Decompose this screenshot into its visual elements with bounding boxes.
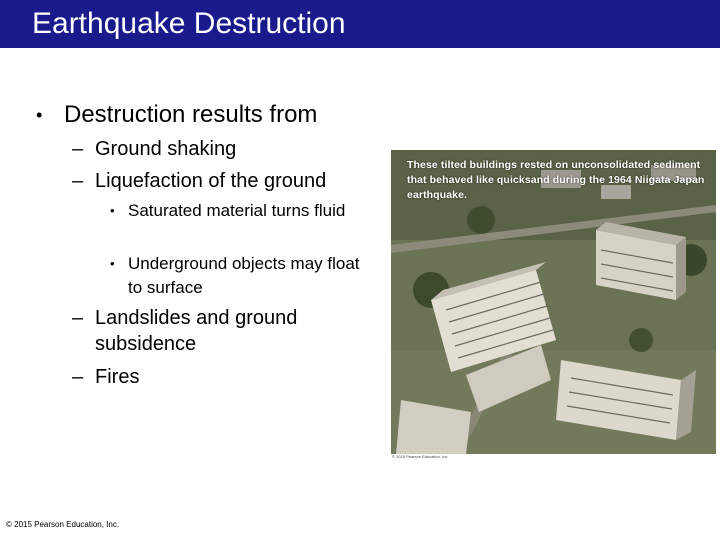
bullet-main-text: Destruction results from bbox=[64, 101, 318, 128]
bullet-dot-icon: • bbox=[110, 256, 115, 271]
sub-sub-bullet-text: Saturated material turns fluid bbox=[128, 201, 346, 220]
dash-icon: – bbox=[72, 170, 84, 192]
slide-title: Earthquake Destruction bbox=[32, 7, 346, 40]
sub-sub-bullet-text: Underground objects may float to surface bbox=[128, 254, 360, 297]
niigata-earthquake-photo bbox=[391, 150, 716, 454]
copyright-footer: © 2015 Pearson Education, Inc. bbox=[6, 520, 120, 529]
sub-bullet-text: Ground shaking bbox=[95, 138, 237, 160]
bullet-dot-icon: • bbox=[110, 203, 115, 218]
sub-bullet-text: Liquefaction of the ground bbox=[95, 170, 327, 192]
sub-bullet-text: Fires bbox=[95, 366, 140, 388]
dash-icon: – bbox=[72, 138, 84, 160]
dash-icon: – bbox=[72, 307, 84, 329]
photo-credit: © 2015 Pearson Education, Inc. bbox=[392, 454, 449, 459]
dash-icon: – bbox=[72, 366, 84, 388]
sub-bullet-text: Landslides and ground subsidence bbox=[95, 307, 298, 355]
bullet-dot-icon: • bbox=[36, 105, 43, 125]
photo-caption: These tilted buildings rested on unconsolidated sediment that behaved like quicksand during the 1964 Niigata Japan earthquake. bbox=[407, 159, 705, 201]
